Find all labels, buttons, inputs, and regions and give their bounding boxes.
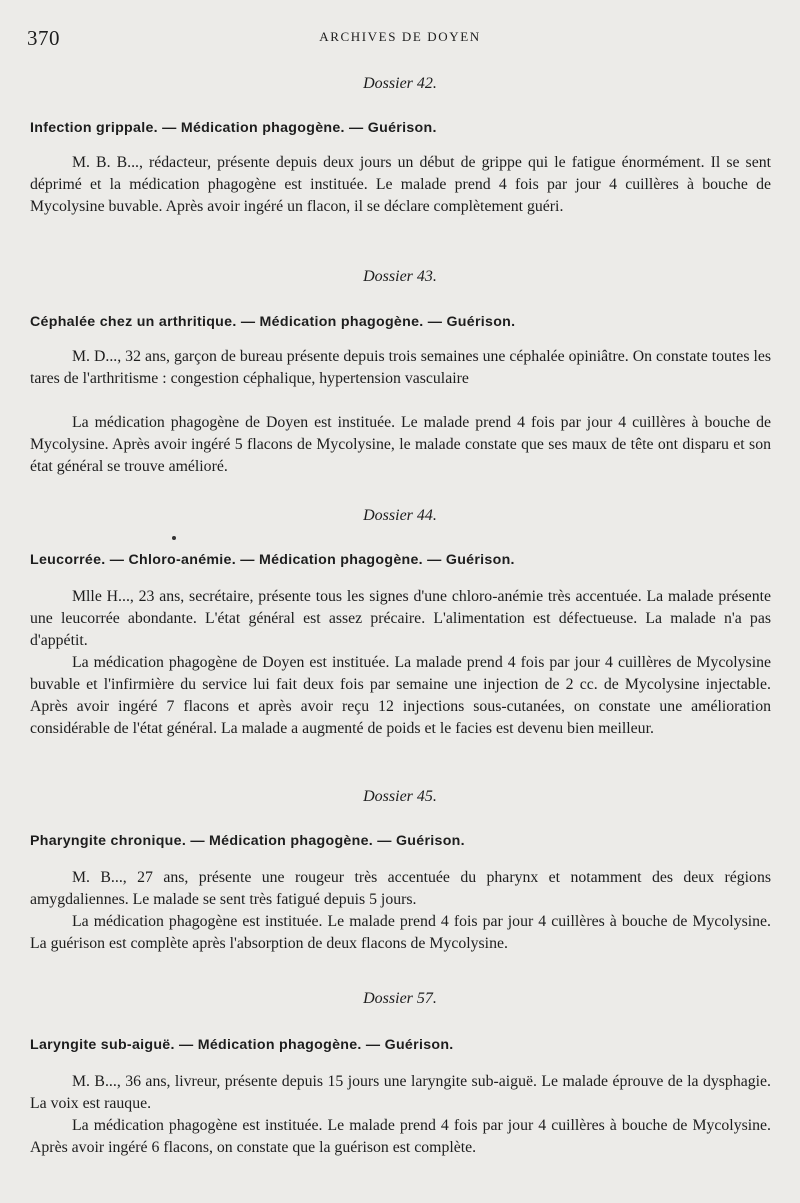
dossier-title: Dossier 42. [363,75,437,92]
case-paragraph: La médication phagogène est instituée. Le malade prend 4 fois par jour 4 cuillères à bouche de Mycolysine. Après avoir ingéré 6 flacons, on constate que la guérison est complète. [30,1117,771,1157]
print-speck [172,536,176,540]
dossier-title: Dossier 44. [363,507,437,524]
dossier-title: Dossier 57. [363,990,437,1007]
case-heading: Pharyngite chronique. — Médication phagogène. — Guérison. [30,833,465,849]
case-heading: Infection grippale. — Médication phagogène. — Guérison. [30,120,437,136]
case-paragraph: La médication phagogène de Doyen est instituée. Le malade prend 4 fois par jour 4 cuillères à bouche de Mycolysine. Après avoir ingéré 5 flacons de Mycolysine, le malade constate que ses maux de tête ont disparu et son état général se trouve amélioré. [30,414,771,476]
running-header [0,26,800,52]
case-heading: Leucorrée. — Chloro-anémie. — Médication phagogène. — Guérison. [30,552,515,568]
case-paragraph: M. B. B..., rédacteur, présente depuis deux jours un début de grippe qui le fatigue énormément. Il se sent déprimé et la médication phagogène est instituée. Le malade prend 4 fois par jour 4 cuillères à bouche de Mycolysine buvable. Après avoir ingéré un flacon, il se déclare complètement guéri. [30,154,771,216]
case-paragraph: Mlle H..., 23 ans, secrétaire, présente tous les signes d'une chloro-anémie très accentuée. La malade présente une leucorrée abondante. L'état général est assez précaire. L'alimentation est défectueuse. La malade n'a pas d'appétit. [30,588,771,650]
case-paragraph: La médication phagogène de Doyen est instituée. La malade prend 4 fois par jour 4 cuillères de Mycolysine buvable et l'infirmière du service lui fait deux fois par semaine une injection de 2 cc. de Mycolysine injectable. Après avoir ingéré 7 flacons et après avoir reçu 12 injections sous-cutanées, on constate une amélioration considérable de l'état général. La malade a augmenté de poids et le facies est devenu bien meilleur. [30,654,771,738]
case-paragraph: M. B..., 36 ans, livreur, présente depuis 15 jours une laryngite sub-aiguë. Le malade éprouve de la dysphagie. La voix est rauque. [30,1073,771,1113]
dossier-title: Dossier 45. [363,788,437,805]
case-paragraph: M. D..., 32 ans, garçon de bureau présente depuis trois semaines une céphalée opiniâtre. On constate toutes les tares de l'arthritisme : congestion céphalique, hypertension vasculaire [30,348,771,388]
case-paragraph: M. B..., 27 ans, présente une rougeur très accentuée du pharynx et notamment des deux régions amygdaliennes. Le malade se sent très fatigué depuis 5 jours. [30,869,771,909]
case-heading: Céphalée chez un arthritique. — Médication phagogène. — Guérison. [30,314,516,330]
case-paragraph: La médication phagogène est instituée. Le malade prend 4 fois par jour 4 cuillères à bouche de Mycolysine. La guérison est complète après l'absorption de deux flacons de Mycolysine. [30,913,771,953]
case-heading: Laryngite sub-aiguë. — Médication phagogène. — Guérison. [30,1037,454,1053]
dossier-title: Dossier 43. [363,268,437,285]
page-number: 370 [27,26,60,50]
running-title: ARCHIVES DE DOYEN [319,29,481,44]
